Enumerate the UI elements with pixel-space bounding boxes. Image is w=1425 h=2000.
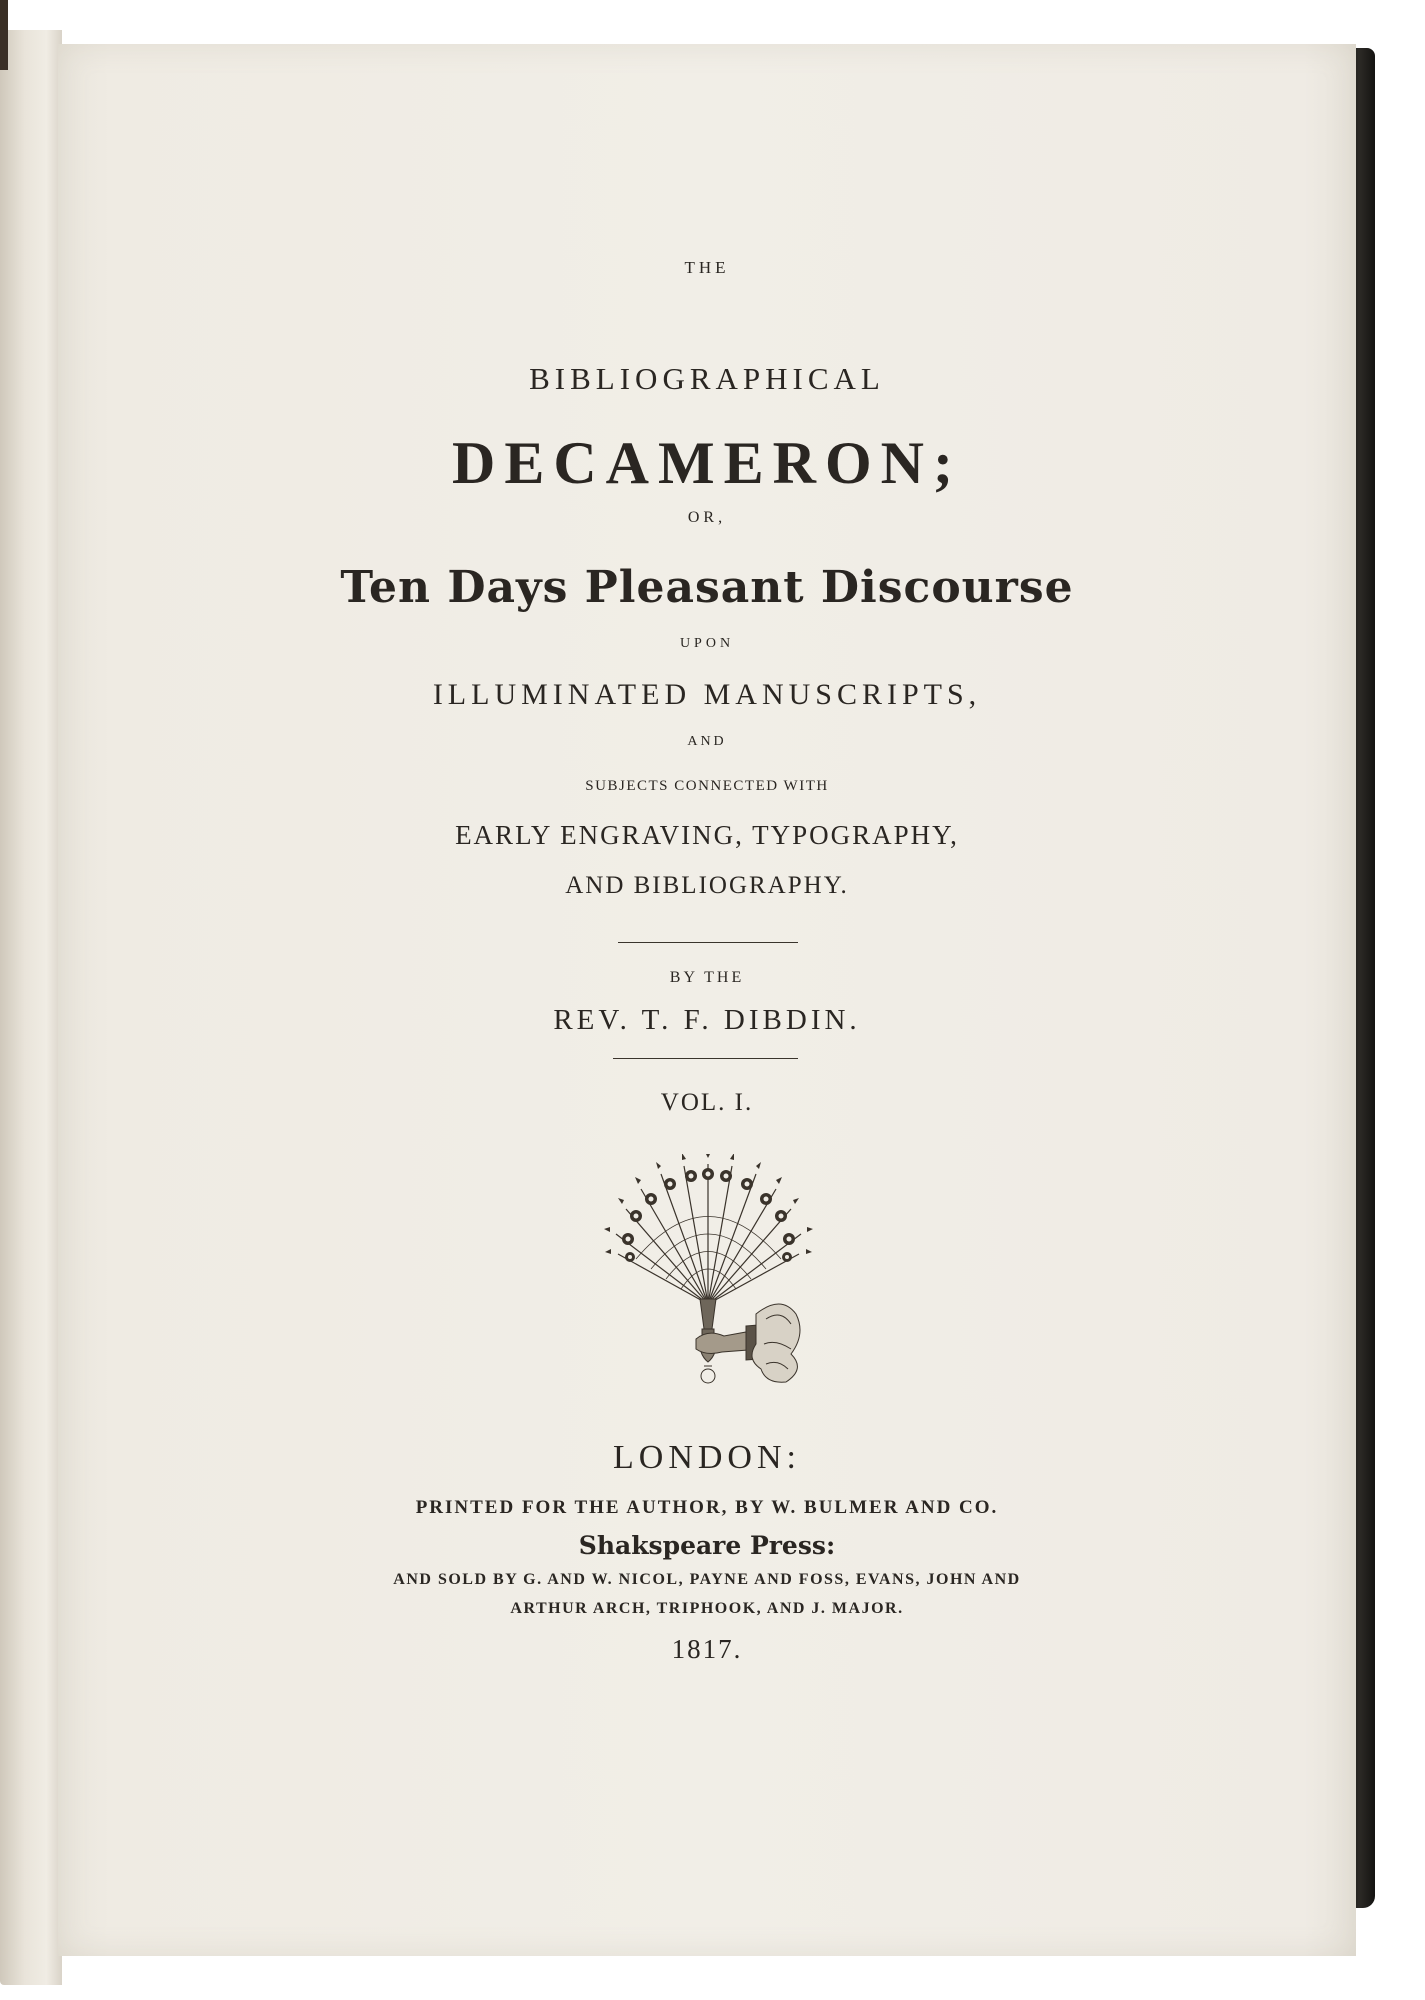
divider-rule bbox=[613, 1058, 798, 1059]
previous-page-edge bbox=[0, 30, 62, 1985]
title-page bbox=[58, 44, 1356, 1956]
title-and: AND bbox=[687, 734, 727, 749]
imprint-sold-by-line-1: AND SOLD BY G. AND W. NICOL, PAYNE AND FOSS, EVANS, JOHN AND bbox=[393, 1571, 1021, 1588]
title-illuminated: ILLUMINATED MANUSCRIPTS, bbox=[432, 678, 982, 711]
title-subjects: SUBJECTS CONNECTED WITH bbox=[585, 778, 829, 794]
book-spine-corner bbox=[0, 0, 8, 70]
title-bibliographical: BIBLIOGRAPHICAL bbox=[529, 361, 885, 396]
byline-by-the: BY THE bbox=[669, 969, 745, 986]
imprint-press: Shakspeare Press: bbox=[578, 1531, 836, 1560]
imprint-sold-by-line-2: ARTHUR ARCH, TRIPHOOK, AND J. MAJOR. bbox=[510, 1600, 904, 1617]
title-and-bibliography: AND BIBLIOGRAPHY. bbox=[565, 872, 849, 899]
title-page-content bbox=[58, 44, 1356, 1956]
peacock-fan-hand-ornament-icon bbox=[596, 1154, 821, 1394]
subtitle-blackletter: Ten Days Pleasant Discourse bbox=[340, 562, 1074, 613]
imprint-city: LONDON: bbox=[613, 1439, 801, 1476]
imprint-year: 1817. bbox=[671, 1634, 743, 1664]
title-early-engraving: EARLY ENGRAVING, TYPOGRAPHY, bbox=[455, 820, 959, 850]
volume-number: VOL. I. bbox=[660, 1089, 754, 1116]
divider-rule bbox=[618, 942, 798, 943]
title-upon: UPON bbox=[679, 636, 735, 651]
title-the: THE bbox=[684, 258, 730, 277]
author-name: REV. T. F. DIBDIN. bbox=[553, 1004, 861, 1036]
title-decameron: DECAMERON; bbox=[452, 430, 962, 496]
imprint-printed-for: PRINTED FOR THE AUTHOR, BY W. BULMER AND CO. bbox=[415, 1497, 999, 1518]
title-or: OR, bbox=[687, 509, 727, 526]
